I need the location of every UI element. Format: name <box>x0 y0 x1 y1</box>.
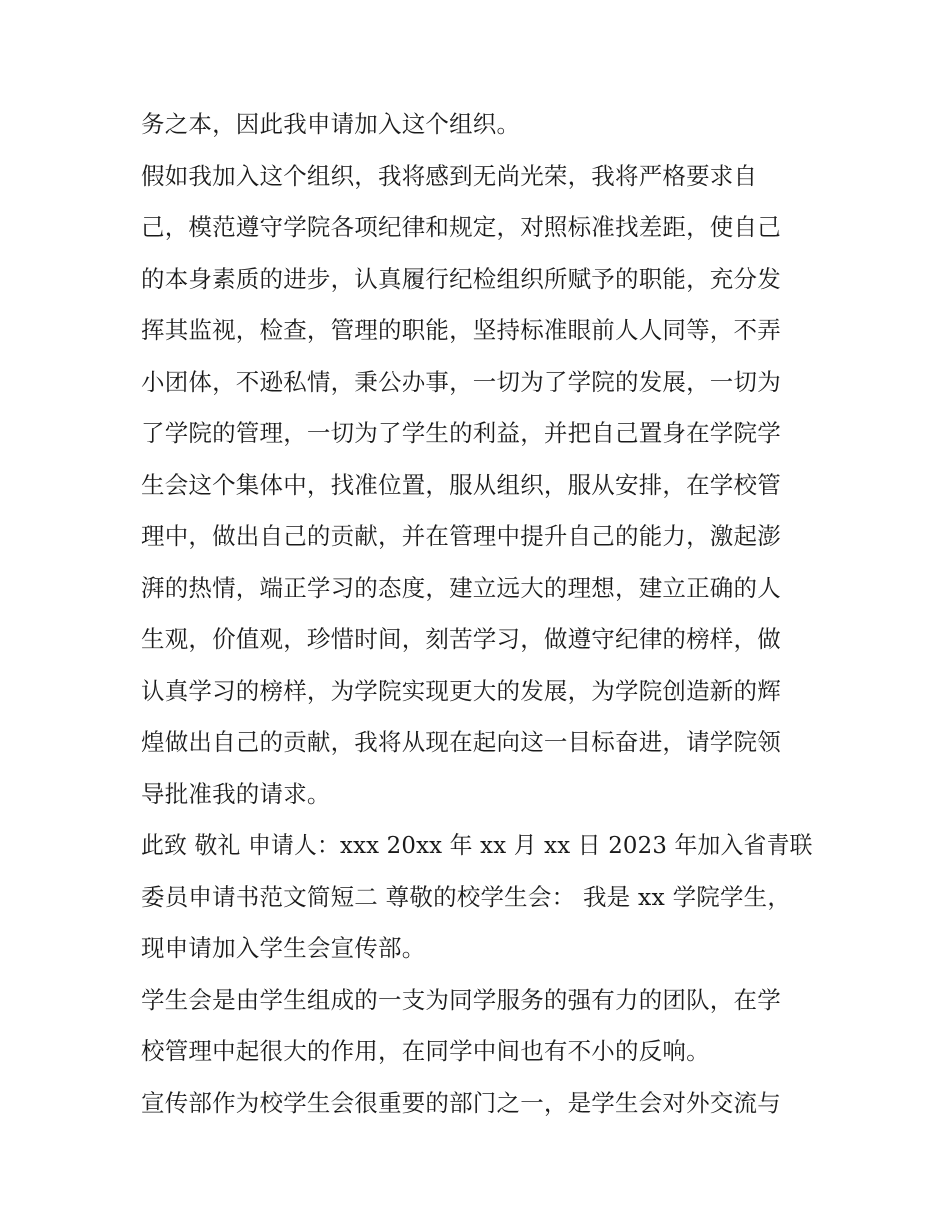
text-line: 挥其监视，检查，管理的职能，坚持标准眼前人人同等，不弄 <box>141 316 781 344</box>
text-line: 委员申请书范文简短二 尊敬的校学生会： 我是 xx 学院学生， <box>141 883 792 911</box>
text-line: 理中，做出自己的贡献，并在管理中提升自己的能力，激起澎 <box>141 522 781 550</box>
text-line: 校管理中起很大的作用，在同学中间也有不小的反响。 <box>141 1037 710 1065</box>
text-line: 导批准我的请求。 <box>141 780 331 808</box>
text-line: 湃的热情，端正学习的态度，建立远大的理想，建立正确的人 <box>141 574 781 602</box>
text-line: 煌做出自己的贡献，我将从现在起向这一目标奋进，请学院领 <box>141 728 781 756</box>
text-line: 生会这个集体中，找准位置，服从组织，服从安排，在学校管 <box>141 471 781 499</box>
text-line: 务之本，因此我申请加入这个组织。 <box>141 110 521 138</box>
text-line: 学生会是由学生组成的一支为同学服务的强有力的团队，在学 <box>141 986 781 1014</box>
text-line: 己，模范遵守学院各项纪律和规定，对照标准找差距，使自己 <box>141 213 781 241</box>
text-line: 生观，价值观，珍惜时间，刻苦学习，做遵守纪律的榜样，做 <box>141 625 781 653</box>
text-line: 了学院的管理，一切为了学生的利益，并把自己置身在学院学 <box>141 419 781 447</box>
text-line: 宣传部作为校学生会很重要的部门之一，是学生会对外交流与 <box>141 1089 781 1117</box>
text-line: 小团体，不逊私情，秉公办事，一切为了学院的发展，一切为 <box>141 368 781 396</box>
text-line: 现申请加入学生会宣传部。 <box>141 934 426 962</box>
text-line: 假如我加入这个组织，我将感到无尚光荣，我将严格要求自 <box>141 162 758 190</box>
text-line: 的本身素质的进步，认真履行纪检组织所赋予的职能，充分发 <box>141 265 781 293</box>
text-line: 此致 敬礼 申请人：xxx 20xx 年 xx 月 xx 日 2023 年加入省青联 <box>141 831 813 859</box>
text-line: 认真学习的榜样，为学院实现更大的发展，为学院创造新的辉 <box>141 677 781 705</box>
